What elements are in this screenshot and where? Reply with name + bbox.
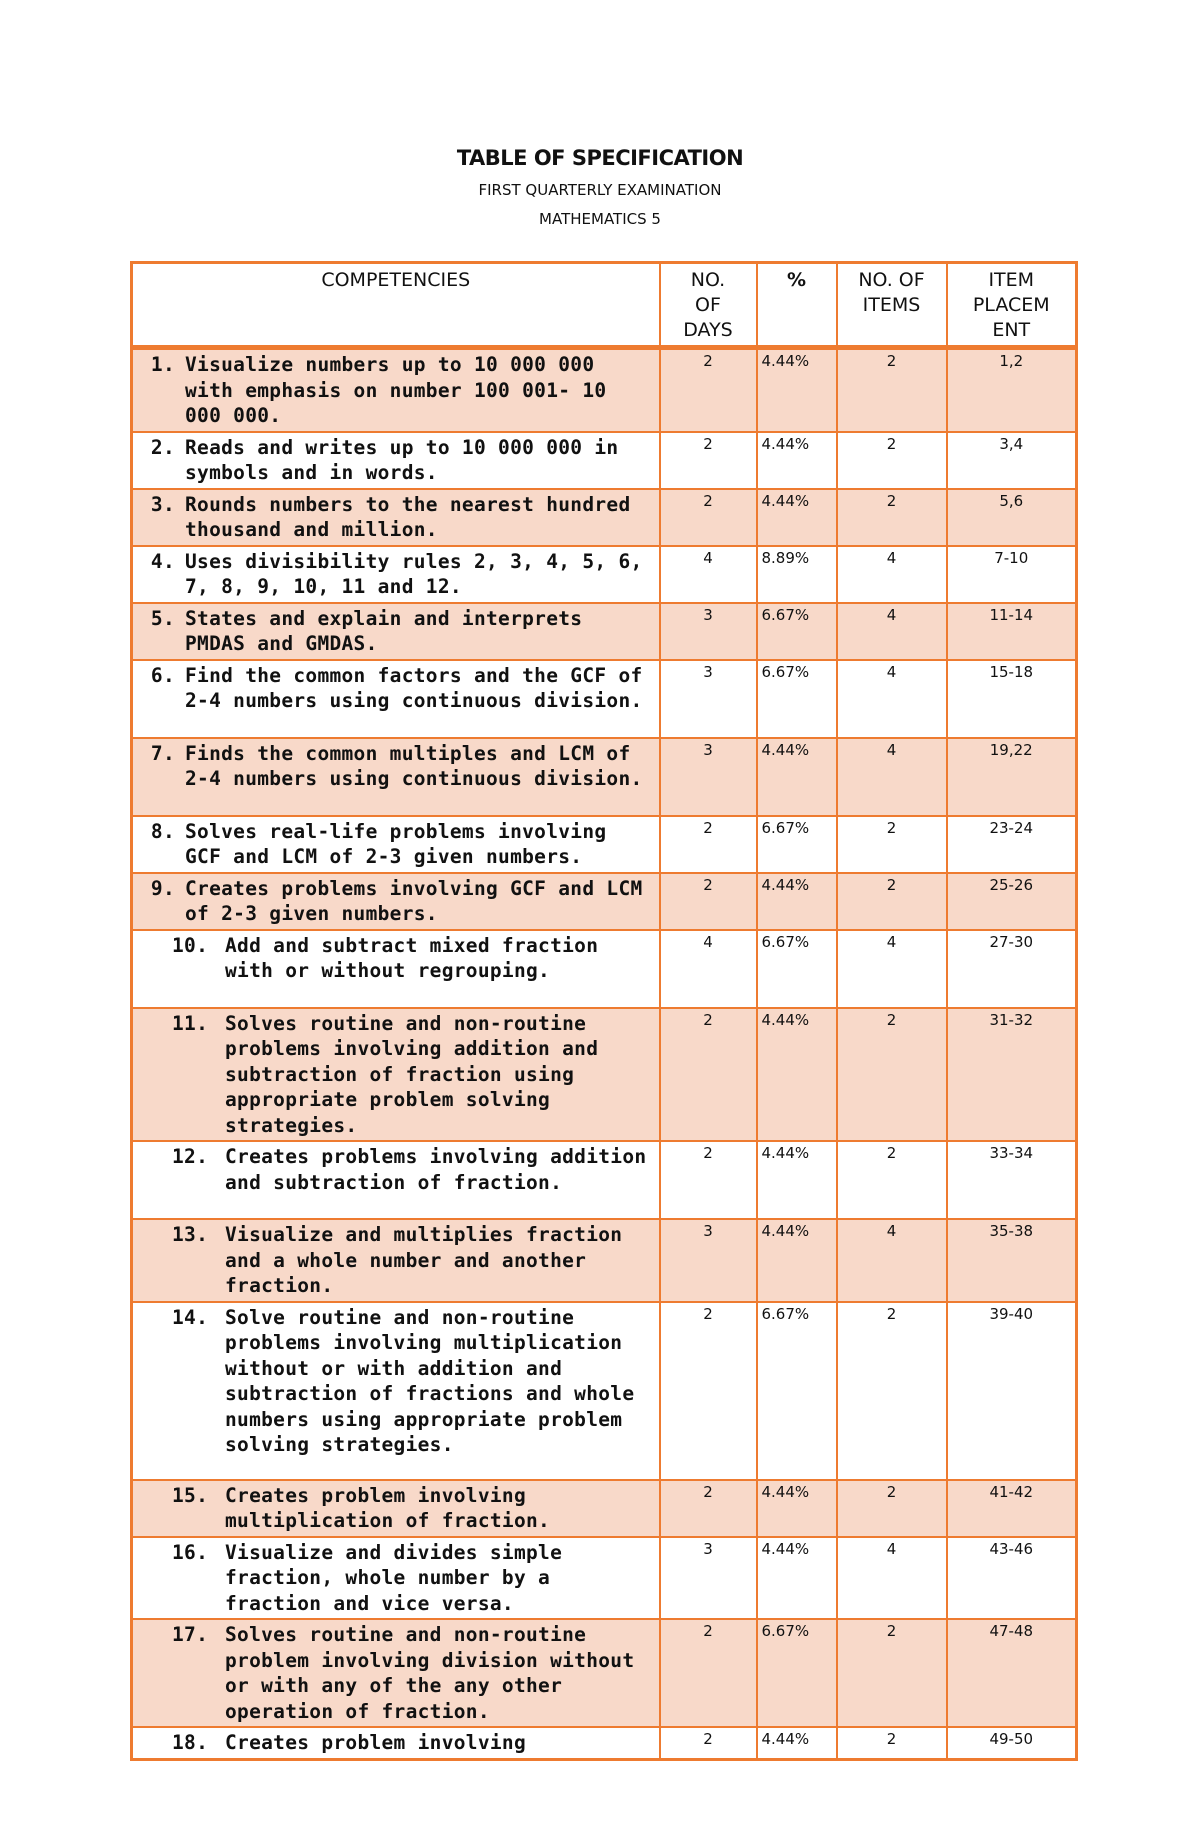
competency-number: 4. bbox=[150, 549, 175, 573]
items-cell: 2 bbox=[837, 1141, 947, 1219]
percent-cell: 4.44% bbox=[757, 348, 837, 432]
percent-cell: 4.44% bbox=[757, 1219, 837, 1302]
items-cell: 2 bbox=[837, 1727, 947, 1759]
items-cell: 2 bbox=[837, 1619, 947, 1727]
percent-cell: 6.67% bbox=[757, 816, 837, 873]
placement-cell: 47-48 bbox=[947, 1619, 1077, 1727]
competency-cell bbox=[132, 1008, 660, 1142]
days-cell: 3 bbox=[660, 1219, 757, 1302]
document-title: TABLE OF SPECIFICATION bbox=[456, 146, 744, 170]
placement-cell: 11-14 bbox=[947, 603, 1077, 660]
placement-cell: 43-46 bbox=[947, 1537, 1077, 1620]
competency-number: 1. bbox=[150, 353, 175, 376]
competency-number: 16. bbox=[172, 1540, 209, 1564]
days-cell: 2 bbox=[660, 816, 757, 873]
items-cell: 4 bbox=[837, 738, 947, 816]
header-days: NO. OF DAYS bbox=[660, 263, 757, 348]
header-items: NO. OF ITEMS bbox=[837, 263, 947, 348]
competency-text: Visualize and multiplies fraction and a whole number and another fraction. bbox=[225, 1223, 623, 1297]
placement-cell: 23-24 bbox=[947, 816, 1077, 873]
competency-cell bbox=[132, 1302, 660, 1480]
placement-cell: 33-34 bbox=[947, 1141, 1077, 1219]
percent-cell: 4.44% bbox=[757, 1727, 837, 1759]
days-cell: 2 bbox=[660, 1141, 757, 1219]
competency-cell bbox=[132, 489, 660, 546]
days-cell: 2 bbox=[660, 1727, 757, 1759]
items-cell: 4 bbox=[837, 660, 947, 738]
table-row bbox=[132, 1727, 1077, 1759]
days-cell: 2 bbox=[660, 873, 757, 930]
competency-text: Solve routine and non-routine problems involving multiplication without or with addition and subtraction of fractions and whole numbers using appropriate problem solving strategies. bbox=[225, 1305, 635, 1456]
table-row bbox=[132, 432, 1077, 489]
percent-cell: 4.44% bbox=[757, 432, 837, 489]
competency-text: Reads and writes up to 10 000 000 in symbols and in words. bbox=[185, 435, 619, 484]
table-row bbox=[132, 873, 1077, 930]
placement-cell: 39-40 bbox=[947, 1302, 1077, 1480]
percent-cell: 4.44% bbox=[757, 1141, 837, 1219]
days-cell: 2 bbox=[660, 348, 757, 432]
placement-cell: 41-42 bbox=[947, 1480, 1077, 1537]
days-cell: 2 bbox=[660, 489, 757, 546]
table-row bbox=[132, 1619, 1077, 1727]
placement-cell: 31-32 bbox=[947, 1008, 1077, 1142]
percent-cell: 6.67% bbox=[757, 660, 837, 738]
specification-table bbox=[130, 261, 1078, 1761]
competency-text: Creates problems involving addition and subtraction of fraction. bbox=[225, 1145, 647, 1194]
header-percent: % bbox=[757, 263, 837, 348]
competency-text: Creates problems involving GCF and LCM of 2-3 given numbers. bbox=[185, 876, 643, 925]
table-row bbox=[132, 603, 1077, 660]
competency-cell bbox=[132, 660, 660, 738]
competency-text: Add and subtract mixed fraction with or without regrouping. bbox=[225, 933, 599, 982]
placement-cell: 25-26 bbox=[947, 873, 1077, 930]
table-header-row bbox=[132, 263, 1077, 348]
items-cell: 2 bbox=[837, 432, 947, 489]
placement-cell: 3,4 bbox=[947, 432, 1077, 489]
percent-cell: 4.44% bbox=[757, 1008, 837, 1142]
placement-cell: 5,6 bbox=[947, 489, 1077, 546]
competency-cell bbox=[132, 1480, 660, 1537]
competency-number: 12. bbox=[172, 1145, 209, 1168]
competency-cell bbox=[132, 1619, 660, 1727]
days-cell: 2 bbox=[660, 1619, 757, 1727]
competency-cell bbox=[132, 1537, 660, 1620]
competency-cell bbox=[132, 873, 660, 930]
competency-text: Rounds numbers to the nearest hundred thousand and million. bbox=[185, 492, 631, 541]
percent-cell: 6.67% bbox=[757, 603, 837, 660]
table-row bbox=[132, 348, 1077, 432]
competency-cell bbox=[132, 816, 660, 873]
competency-number: 15. bbox=[172, 1483, 209, 1507]
competency-number: 2. bbox=[150, 435, 175, 459]
competency-number: 5. bbox=[150, 606, 175, 630]
days-cell: 2 bbox=[660, 1008, 757, 1142]
competency-cell bbox=[132, 930, 660, 1008]
competency-text: Solves routine and non-routine problem involving division without or with any of the any other operation of fraction. bbox=[225, 1623, 635, 1723]
percent-cell: 6.67% bbox=[757, 930, 837, 1008]
percent-cell: 6.67% bbox=[757, 1302, 837, 1480]
table-row bbox=[132, 546, 1077, 603]
competency-number: 9. bbox=[150, 876, 175, 900]
placement-cell: 1,2 bbox=[947, 348, 1077, 432]
items-cell: 2 bbox=[837, 873, 947, 930]
items-cell: 2 bbox=[837, 1480, 947, 1537]
items-cell: 2 bbox=[837, 1008, 947, 1142]
competency-number: 14. bbox=[172, 1305, 209, 1329]
days-cell: 3 bbox=[660, 1537, 757, 1620]
competency-text: Visualize and divides simple fraction, whole number by a fraction and vice versa. bbox=[225, 1540, 563, 1615]
placement-cell: 7-10 bbox=[947, 546, 1077, 603]
competency-cell bbox=[132, 1141, 660, 1219]
percent-cell: 8.89% bbox=[757, 546, 837, 603]
header-competencies: COMPETENCIES bbox=[132, 263, 660, 348]
competency-text: Solves real-life problems involving GCF and LCM of 2-3 given numbers. bbox=[185, 819, 607, 868]
competency-number: 17. bbox=[172, 1623, 209, 1646]
competency-text: Visualize numbers up to 10 000 000 with emphasis on number 100 001- 10 000 000. bbox=[185, 353, 607, 427]
competency-text: Finds the common multiples and LCM of 2-4 numbers using continuous division. bbox=[185, 741, 643, 790]
competency-text: Uses divisibility rules 2, 3, 4, 5, 6, 7, 8, 9, 10, 11 and 12. bbox=[185, 549, 643, 598]
competency-text: Solves routine and non-routine problems involving addition and subtraction of fraction using appropriate problem solving strategies. bbox=[225, 1011, 599, 1137]
percent-cell: 4.44% bbox=[757, 738, 837, 816]
items-cell: 4 bbox=[837, 1537, 947, 1620]
table-row bbox=[132, 738, 1077, 816]
competency-number: 8. bbox=[150, 819, 175, 843]
placement-cell: 19,22 bbox=[947, 738, 1077, 816]
items-cell: 2 bbox=[837, 348, 947, 432]
percent-cell: 4.44% bbox=[757, 1537, 837, 1620]
table-row bbox=[132, 660, 1077, 738]
exam-subtitle: FIRST QUARTERLY EXAMINATION bbox=[478, 181, 722, 199]
days-cell: 3 bbox=[660, 603, 757, 660]
header-placement: ITEM PLACEM ENT bbox=[947, 263, 1077, 348]
placement-cell: 15-18 bbox=[947, 660, 1077, 738]
placement-cell: 27-30 bbox=[947, 930, 1077, 1008]
days-cell: 3 bbox=[660, 660, 757, 738]
items-cell: 4 bbox=[837, 546, 947, 603]
table-row bbox=[132, 489, 1077, 546]
competency-number: 7. bbox=[150, 741, 175, 765]
days-cell: 3 bbox=[660, 738, 757, 816]
table-row bbox=[132, 816, 1077, 873]
competency-cell bbox=[132, 432, 660, 489]
days-cell: 4 bbox=[660, 546, 757, 603]
competency-cell bbox=[132, 348, 660, 432]
percent-cell: 4.44% bbox=[757, 489, 837, 546]
competency-cell bbox=[132, 603, 660, 660]
competency-cell bbox=[132, 738, 660, 816]
competency-number: 3. bbox=[150, 492, 175, 516]
competency-number: 6. bbox=[150, 663, 175, 687]
competency-cell bbox=[132, 546, 660, 603]
items-cell: 4 bbox=[837, 930, 947, 1008]
competency-text: Find the common factors and the GCF of 2-4 numbers using continuous division. bbox=[185, 663, 643, 712]
competency-number: 10. bbox=[172, 933, 209, 957]
table-row bbox=[132, 1141, 1077, 1219]
competency-number: 18. bbox=[172, 1731, 209, 1754]
competency-number: 13. bbox=[172, 1223, 209, 1246]
placement-cell: 35-38 bbox=[947, 1219, 1077, 1302]
competency-number: 11. bbox=[172, 1011, 209, 1035]
days-cell: 4 bbox=[660, 930, 757, 1008]
subject-subtitle: MATHEMATICS 5 bbox=[539, 210, 661, 228]
competency-text: Creates problem involving bbox=[225, 1731, 526, 1754]
table-row bbox=[132, 1219, 1077, 1302]
table-row bbox=[132, 1302, 1077, 1480]
competency-cell bbox=[132, 1219, 660, 1302]
table-row bbox=[132, 930, 1077, 1008]
placement-cell: 49-50 bbox=[947, 1727, 1077, 1759]
percent-cell: 6.67% bbox=[757, 1619, 837, 1727]
competency-text: States and explain and interprets PMDAS and GMDAS. bbox=[185, 606, 583, 655]
days-cell: 2 bbox=[660, 1480, 757, 1537]
table-row bbox=[132, 1537, 1077, 1620]
competency-cell bbox=[132, 1727, 660, 1759]
competency-text: Creates problem involving multiplication of fraction. bbox=[225, 1483, 551, 1532]
items-cell: 4 bbox=[837, 1219, 947, 1302]
percent-cell: 4.44% bbox=[757, 873, 837, 930]
items-cell: 2 bbox=[837, 1302, 947, 1480]
items-cell: 2 bbox=[837, 816, 947, 873]
days-cell: 2 bbox=[660, 432, 757, 489]
days-cell: 2 bbox=[660, 1302, 757, 1480]
percent-cell: 4.44% bbox=[757, 1480, 837, 1537]
items-cell: 4 bbox=[837, 603, 947, 660]
items-cell: 2 bbox=[837, 489, 947, 546]
table-row bbox=[132, 1480, 1077, 1537]
table-row bbox=[132, 1008, 1077, 1142]
